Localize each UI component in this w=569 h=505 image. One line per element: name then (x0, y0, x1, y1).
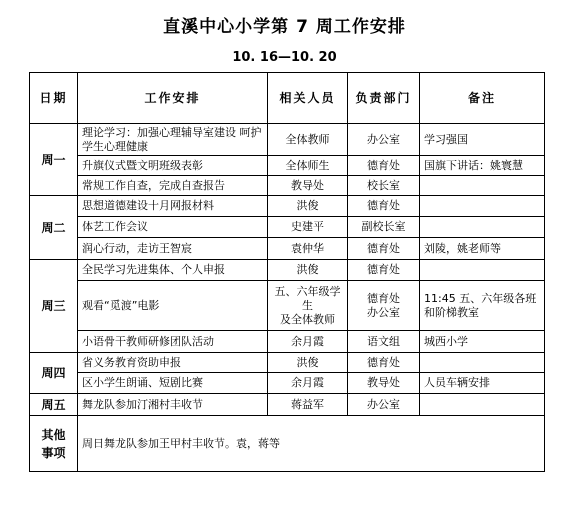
work-cell: 小语骨干教师研修团队活动 (78, 331, 268, 353)
dept-cell: 教导处 (348, 373, 420, 394)
table-row (30, 196, 545, 217)
people-cell: 洪俊 (268, 353, 348, 373)
people-cell: 教导处 (268, 176, 348, 196)
people-cell: 蒋益军 (268, 394, 348, 416)
dept-cell (348, 281, 420, 331)
dept-cell: 德育处 (348, 260, 420, 281)
note-cell: 城西小学 (420, 331, 545, 353)
header-dept: 负责部门 (348, 73, 420, 124)
dept-cell: 语文组 (348, 331, 420, 353)
day-friday: 周五 (30, 394, 78, 416)
note-cell (420, 176, 545, 196)
people-cell: 全体师生 (268, 156, 348, 176)
header-people: 相关人员 (268, 73, 348, 124)
work-cell: 思想道德建设十月网报材料 (78, 196, 268, 217)
table-row (30, 238, 545, 260)
people-cell: 洪俊 (268, 196, 348, 217)
note-cell (420, 353, 545, 373)
dept-cell: 校长室 (348, 176, 420, 196)
note-cell: 刘陵，姚老师等 (420, 238, 545, 260)
table-row (30, 156, 545, 176)
other-label (30, 416, 78, 472)
work-cell: 体艺工作会议 (78, 217, 268, 238)
page-title: 直溪中心小学第 7 周工作安排 (163, 17, 406, 37)
work-cell: 区小学生朗诵、短剧比赛 (78, 373, 268, 394)
note-cell: 国旗下讲话：姚寰慧 (420, 156, 545, 176)
table-row (30, 394, 545, 416)
people-cell: 洪俊 (268, 260, 348, 281)
other-label-line: 事项 (41, 445, 66, 460)
note-cell (420, 394, 545, 416)
table-row (30, 124, 545, 156)
note-cell: 人员车辆安排 (420, 373, 545, 394)
dept-cell: 德育处 (348, 196, 420, 217)
other-label-line: 其他 (41, 427, 66, 442)
work-cell: 理论学习：加强心理辅导室建设 呵护学生心理健康 (78, 124, 268, 156)
dept-line: 办公室 (367, 305, 400, 319)
dept-cell: 副校长室 (348, 217, 420, 238)
day-wednesday: 周三 (30, 260, 78, 353)
table-row (30, 373, 545, 394)
day-monday: 周一 (30, 124, 78, 196)
people-cell: 全体教师 (268, 124, 348, 156)
dept-cell: 德育处 (348, 238, 420, 260)
people-cell (268, 281, 348, 331)
work-cell: 升旗仪式暨文明班级表彰 (78, 156, 268, 176)
header-day: 日期 (30, 73, 78, 124)
dept-cell: 办公室 (348, 124, 420, 156)
day-tuesday: 周二 (30, 196, 78, 260)
work-cell: 全民学习先进集体、个人申报 (78, 260, 268, 281)
note-cell: 11:45 五、六年级各班和阶梯教室 (420, 281, 545, 331)
people-cell: 史建平 (268, 217, 348, 238)
table-row (30, 260, 545, 281)
note-cell (420, 196, 545, 217)
people-line: 及全体教师 (280, 312, 335, 326)
schedule-table (29, 72, 545, 472)
other-content: 周日舞龙队参加王甲村丰收节。袁，蒋等 (78, 416, 545, 472)
day-thursday: 周四 (30, 353, 78, 394)
dept-cell: 德育处 (348, 156, 420, 176)
work-cell: 省义务教育资助申报 (78, 353, 268, 373)
people-cell: 余月霞 (268, 373, 348, 394)
date-range: 10. 16—10. 20 (232, 50, 337, 65)
table-row (30, 176, 545, 196)
dept-cell: 德育处 (348, 353, 420, 373)
note-cell: 学习强国 (420, 124, 545, 156)
work-cell: 常规工作自查，完成自查报告 (78, 176, 268, 196)
table-row (30, 353, 545, 373)
table-row (30, 331, 545, 353)
people-line: 五、六年级学生 (274, 284, 341, 312)
header-note: 备注 (420, 73, 545, 124)
work-cell: 观看“觅渡”电影 (78, 281, 268, 331)
people-cell: 袁仲华 (268, 238, 348, 260)
work-cell: 舞龙队参加汀湘村丰收节 (78, 394, 268, 416)
header-row (30, 73, 545, 124)
people-cell: 余月霞 (268, 331, 348, 353)
work-cell: 润心行动，走访王智宸 (78, 238, 268, 260)
note-cell (420, 260, 545, 281)
header-work: 工作安排 (78, 73, 268, 124)
note-cell (420, 217, 545, 238)
table-row (30, 217, 545, 238)
table-row (30, 281, 545, 331)
other-row (30, 416, 545, 472)
dept-line: 德育处 (367, 291, 400, 305)
dept-cell: 办公室 (348, 394, 420, 416)
